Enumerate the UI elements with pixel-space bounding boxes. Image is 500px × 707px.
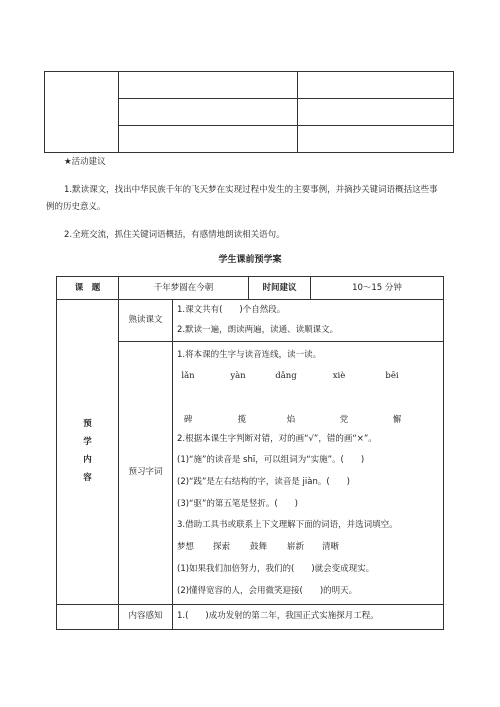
words-question-2-2: (2)“践”是左右结构的字，读音是 jiàn。( ) [177,477,351,487]
words-question-2-3: (3)“驱”的第五笔是竖折。( ) [177,499,298,509]
pinyin-1: lǎn [181,371,195,381]
read-label: 熟读课文 [128,315,163,325]
words-question-1: 1.将本课的生字与读音连线，读一读。 [177,350,322,360]
pinyin-5: bēi [385,371,399,381]
char-5: 懈 [392,415,402,425]
words-question-3-1: (1)如果我们加倍努力，我们的( )就会变成现实。 [177,564,375,574]
activity-paragraph-1-cont: 例的历史意义。 [46,202,106,212]
words-label: 预习字词 [128,467,163,477]
topic-label: 课 题 [74,283,101,293]
read-line-1: 1.课文共有( )个自然段。 [177,305,286,315]
char-3: 焰 [286,415,296,425]
perceive-line-1: 1.( )成功发射的第二年，我国正式实施探月工程。 [177,611,379,621]
char-2: 揽 [237,415,247,425]
word-option-1: 梦想 [177,542,195,552]
time-label: 时间建议 [262,283,297,293]
activity-heading: ★活动建议 [64,157,106,167]
pinyin-3: dǎng [275,371,297,381]
perceive-label: 内容感知 [128,611,163,621]
word-option-4: 崭新 [287,542,305,552]
activity-paragraph-1: 1.默读课文，找出中华民族千年的飞天梦在实现过程中发生的主要事例，并摘抄关键词语概括这些事 [64,185,438,195]
section-char-2: 学 [83,437,92,447]
activity-paragraph-2: 2.全班交流，抓住关键词语概括，有感情地朗读相关语句。 [64,230,285,240]
words-question-3: 3.借助工具书或联系上下文理解下面的词语，并选词填空。 [177,520,398,530]
section-char-3: 内 [83,455,92,465]
pinyin-2: yàn [230,371,246,381]
time-value: 10～15 分钟 [352,283,402,293]
read-line-2: 2.默读一遍，朗读两遍，读通、读顺课文。 [177,325,339,335]
section-char-1: 预 [83,419,92,429]
words-question-2-1: (1)“施”的读音是 shī，可以组词为“实施”。( ) [177,455,365,465]
pinyin-4: xiè [332,371,346,381]
words-question-2: 2.根据本课生字判断对错，对的画“√”，错的画“×”。 [177,434,377,444]
worksheet-title: 学生课前预学案 [218,255,282,265]
topic-value: 千年梦圆在今朝 [153,283,214,293]
word-option-2: 探索 [213,542,231,552]
word-option-3: 鼓舞 [250,542,268,552]
words-question-3-2: (2)懂得宽容的人，会用微笑迎接( )的明天。 [177,586,358,596]
char-1: 碑 [183,415,193,425]
char-4: 党 [339,415,349,425]
section-char-4: 容 [83,473,92,483]
word-option-5: 清晰 [322,542,340,552]
